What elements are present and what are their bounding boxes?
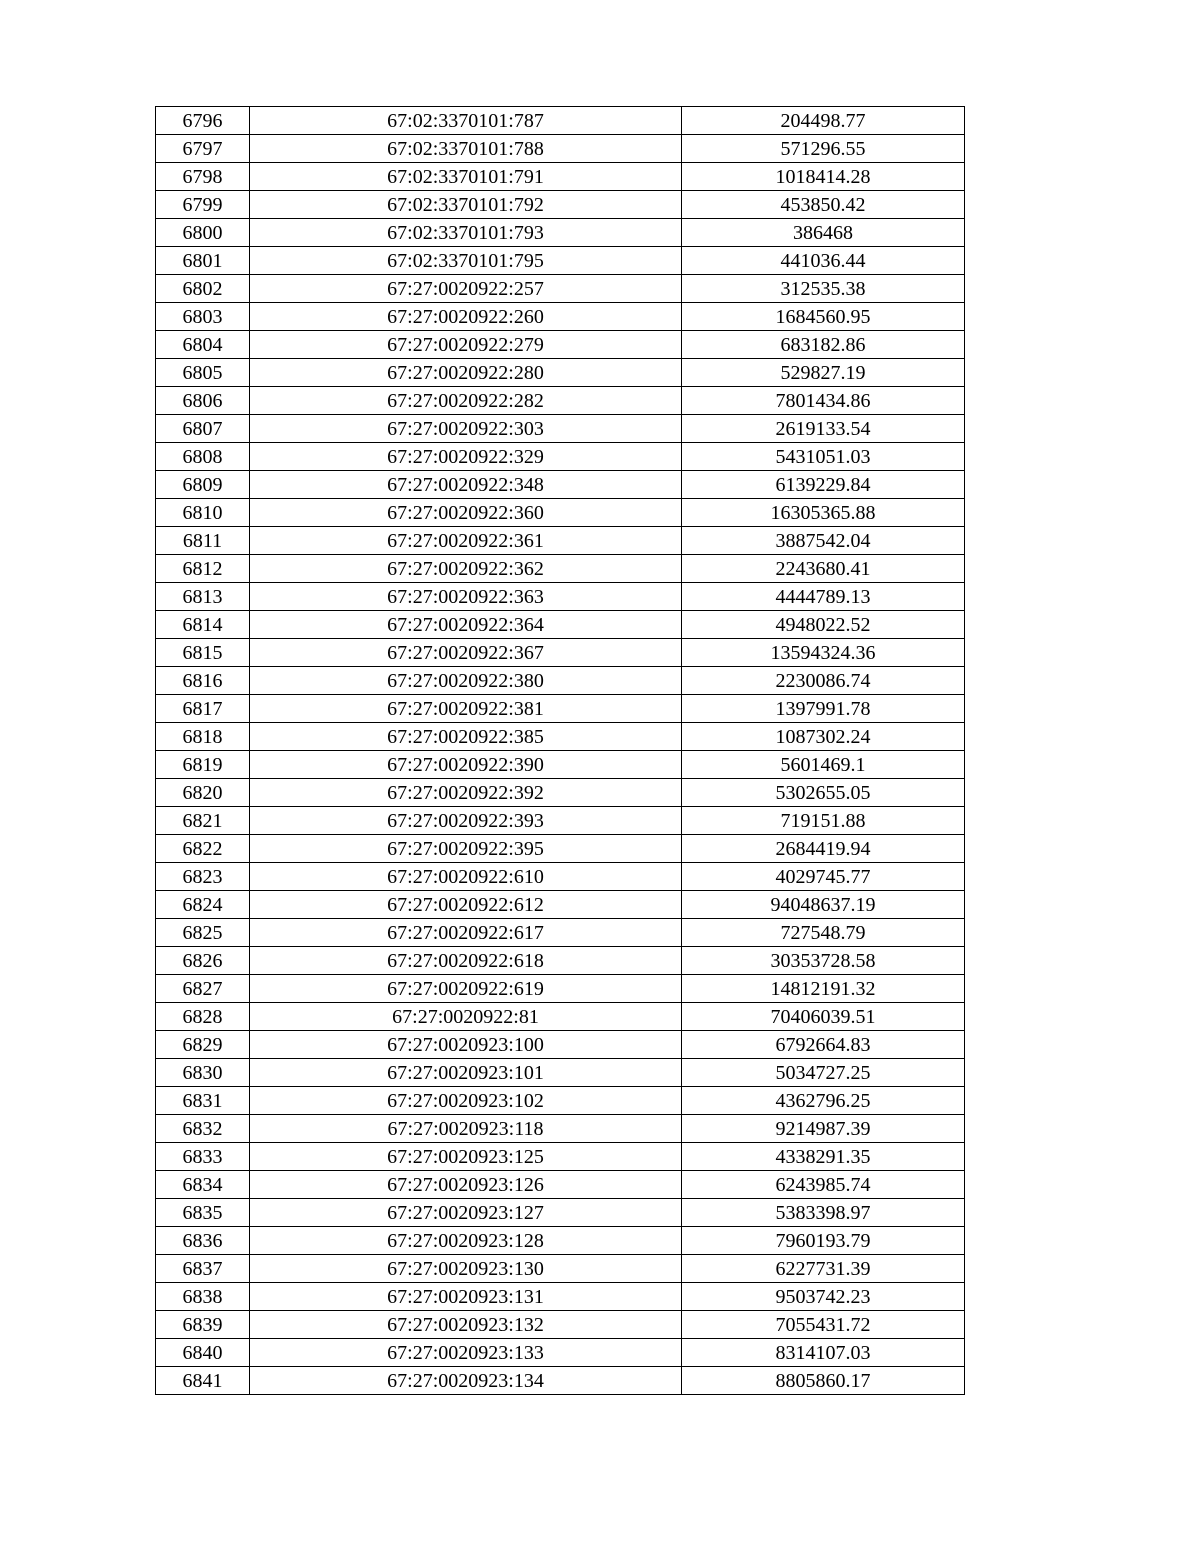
value-cell: 5431051.03 [682,443,965,471]
table-row [156,107,965,135]
table-row [156,947,965,975]
cadastral-number-cell: 67:27:0020923:132 [250,1311,682,1339]
cadastral-number-cell: 67:27:0020923:101 [250,1059,682,1087]
row-number-cell: 6802 [156,275,250,303]
row-number-cell: 6797 [156,135,250,163]
table-row [156,1087,965,1115]
cadastral-number-cell: 67:27:0020922:617 [250,919,682,947]
cadastral-number-cell: 67:27:0020923:127 [250,1199,682,1227]
cadastral-number-cell: 67:27:0020922:393 [250,807,682,835]
cadastral-number-cell: 67:27:0020922:385 [250,723,682,751]
cadastral-number-cell: 67:27:0020922:364 [250,611,682,639]
table-row [156,1367,965,1395]
table-row [156,1003,965,1031]
table-row [156,1339,965,1367]
row-number-cell: 6814 [156,611,250,639]
cadastral-number-cell: 67:02:3370101:795 [250,247,682,275]
row-number-cell: 6821 [156,807,250,835]
value-cell: 441036.44 [682,247,965,275]
table-row [156,163,965,191]
value-cell: 5383398.97 [682,1199,965,1227]
cadastral-number-cell: 67:02:3370101:791 [250,163,682,191]
row-number-cell: 6809 [156,471,250,499]
row-number-cell: 6826 [156,947,250,975]
value-cell: 70406039.51 [682,1003,965,1031]
cadastral-number-cell: 67:27:0020923:134 [250,1367,682,1395]
table-row [156,1227,965,1255]
value-cell: 2230086.74 [682,667,965,695]
value-cell: 529827.19 [682,359,965,387]
cadastral-number-cell: 67:27:0020923:130 [250,1255,682,1283]
table-row [156,835,965,863]
row-number-cell: 6818 [156,723,250,751]
cadastral-number-cell: 67:27:0020922:260 [250,303,682,331]
cadastral-number-cell: 67:02:3370101:793 [250,219,682,247]
value-cell: 312535.38 [682,275,965,303]
table-row [156,1199,965,1227]
value-cell: 5601469.1 [682,751,965,779]
table-row [156,751,965,779]
table-row [156,611,965,639]
row-number-cell: 6838 [156,1283,250,1311]
value-cell: 4362796.25 [682,1087,965,1115]
value-cell: 16305365.88 [682,499,965,527]
cadastral-number-cell: 67:27:0020922:361 [250,527,682,555]
table-row [156,527,965,555]
value-cell: 6139229.84 [682,471,965,499]
cadastral-number-cell: 67:27:0020923:131 [250,1283,682,1311]
value-cell: 1684560.95 [682,303,965,331]
value-cell: 4029745.77 [682,863,965,891]
cadastral-number-cell: 67:02:3370101:788 [250,135,682,163]
cadastral-number-cell: 67:27:0020922:363 [250,583,682,611]
row-number-cell: 6811 [156,527,250,555]
cadastral-number-cell: 67:27:0020922:303 [250,415,682,443]
row-number-cell: 6801 [156,247,250,275]
row-number-cell: 6831 [156,1087,250,1115]
table-row [156,583,965,611]
table-row [156,499,965,527]
cadastral-number-cell: 67:27:0020922:279 [250,331,682,359]
row-number-cell: 6808 [156,443,250,471]
row-number-cell: 6830 [156,1059,250,1087]
value-cell: 94048637.19 [682,891,965,919]
table-row [156,639,965,667]
row-number-cell: 6799 [156,191,250,219]
row-number-cell: 6825 [156,919,250,947]
table-body [156,107,965,1395]
value-cell: 3887542.04 [682,527,965,555]
cadastral-number-cell: 67:27:0020922:329 [250,443,682,471]
row-number-cell: 6806 [156,387,250,415]
row-number-cell: 6819 [156,751,250,779]
row-number-cell: 6815 [156,639,250,667]
table-row [156,807,965,835]
row-number-cell: 6840 [156,1339,250,1367]
row-number-cell: 6827 [156,975,250,1003]
table-row [156,1255,965,1283]
value-cell: 8805860.17 [682,1367,965,1395]
row-number-cell: 6800 [156,219,250,247]
value-cell: 8314107.03 [682,1339,965,1367]
value-cell: 2243680.41 [682,555,965,583]
cadastral-number-cell: 67:02:3370101:787 [250,107,682,135]
row-number-cell: 6820 [156,779,250,807]
value-cell: 6792664.83 [682,1031,965,1059]
value-cell: 2684419.94 [682,835,965,863]
cadastral-number-cell: 67:27:0020922:257 [250,275,682,303]
value-cell: 13594324.36 [682,639,965,667]
cadastral-number-cell: 67:27:0020922:380 [250,667,682,695]
row-number-cell: 6834 [156,1171,250,1199]
value-cell: 5302655.05 [682,779,965,807]
value-cell: 9503742.23 [682,1283,965,1311]
table-row [156,975,965,1003]
table-row [156,1059,965,1087]
table-row [156,387,965,415]
cadastral-number-cell: 67:27:0020922:390 [250,751,682,779]
table-row [156,1283,965,1311]
table-row [156,667,965,695]
table-row [156,891,965,919]
cadastral-number-cell: 67:27:0020923:128 [250,1227,682,1255]
value-cell: 204498.77 [682,107,965,135]
cadastral-number-cell: 67:27:0020923:118 [250,1115,682,1143]
table-row [156,1143,965,1171]
row-number-cell: 6837 [156,1255,250,1283]
table-row [156,275,965,303]
value-cell: 6227731.39 [682,1255,965,1283]
table-row [156,191,965,219]
table-row [156,331,965,359]
table-row [156,415,965,443]
row-number-cell: 6816 [156,667,250,695]
table-row [156,1115,965,1143]
value-cell: 14812191.32 [682,975,965,1003]
table-row [156,695,965,723]
value-cell: 5034727.25 [682,1059,965,1087]
cadastral-number-cell: 67:02:3370101:792 [250,191,682,219]
row-number-cell: 6813 [156,583,250,611]
row-number-cell: 6804 [156,331,250,359]
cadastral-number-cell: 67:27:0020922:395 [250,835,682,863]
table-row [156,919,965,947]
table-row [156,723,965,751]
row-number-cell: 6832 [156,1115,250,1143]
table-row [156,303,965,331]
value-cell: 30353728.58 [682,947,965,975]
row-number-cell: 6829 [156,1031,250,1059]
cadastral-number-cell: 67:27:0020923:102 [250,1087,682,1115]
cadastral-number-cell: 67:27:0020922:612 [250,891,682,919]
value-cell: 9214987.39 [682,1115,965,1143]
value-cell: 571296.55 [682,135,965,163]
cadastral-number-cell: 67:27:0020922:360 [250,499,682,527]
value-cell: 4948022.52 [682,611,965,639]
row-number-cell: 6836 [156,1227,250,1255]
table-row [156,135,965,163]
table-row [156,779,965,807]
row-number-cell: 6823 [156,863,250,891]
row-number-cell: 6807 [156,415,250,443]
table-row [156,1311,965,1339]
cadastral-number-cell: 67:27:0020923:125 [250,1143,682,1171]
table-row [156,359,965,387]
value-cell: 1087302.24 [682,723,965,751]
row-number-cell: 6796 [156,107,250,135]
cadastral-number-cell: 67:27:0020922:618 [250,947,682,975]
cadastral-number-cell: 67:27:0020922:362 [250,555,682,583]
cadastral-number-cell: 67:27:0020922:81 [250,1003,682,1031]
row-number-cell: 6822 [156,835,250,863]
row-number-cell: 6810 [156,499,250,527]
row-number-cell: 6841 [156,1367,250,1395]
table-row [156,1171,965,1199]
value-cell: 386468 [682,219,965,247]
value-cell: 7960193.79 [682,1227,965,1255]
table-row [156,443,965,471]
cadastral-number-cell: 67:27:0020923:100 [250,1031,682,1059]
value-cell: 7801434.86 [682,387,965,415]
row-number-cell: 6805 [156,359,250,387]
value-cell: 719151.88 [682,807,965,835]
value-cell: 453850.42 [682,191,965,219]
table-row [156,555,965,583]
value-cell: 7055431.72 [682,1311,965,1339]
cadastral-number-cell: 67:27:0020922:381 [250,695,682,723]
row-number-cell: 6824 [156,891,250,919]
table-row [156,219,965,247]
cadastral-number-cell: 67:27:0020922:367 [250,639,682,667]
value-cell: 4444789.13 [682,583,965,611]
cadastral-number-cell: 67:27:0020922:392 [250,779,682,807]
row-number-cell: 6817 [156,695,250,723]
data-table [155,106,965,1395]
value-cell: 683182.86 [682,331,965,359]
cadastral-number-cell: 67:27:0020922:348 [250,471,682,499]
table-row [156,247,965,275]
value-cell: 4338291.35 [682,1143,965,1171]
row-number-cell: 6833 [156,1143,250,1171]
table-row [156,863,965,891]
cadastral-number-cell: 67:27:0020922:610 [250,863,682,891]
value-cell: 1397991.78 [682,695,965,723]
value-cell: 727548.79 [682,919,965,947]
value-cell: 1018414.28 [682,163,965,191]
cadastral-number-cell: 67:27:0020923:133 [250,1339,682,1367]
cadastral-number-cell: 67:27:0020922:619 [250,975,682,1003]
value-cell: 2619133.54 [682,415,965,443]
row-number-cell: 6839 [156,1311,250,1339]
row-number-cell: 6828 [156,1003,250,1031]
cadastral-number-cell: 67:27:0020923:126 [250,1171,682,1199]
table-row [156,471,965,499]
row-number-cell: 6835 [156,1199,250,1227]
cadastral-number-cell: 67:27:0020922:282 [250,387,682,415]
table-row [156,1031,965,1059]
row-number-cell: 6812 [156,555,250,583]
value-cell: 6243985.74 [682,1171,965,1199]
row-number-cell: 6798 [156,163,250,191]
cadastral-number-cell: 67:27:0020922:280 [250,359,682,387]
row-number-cell: 6803 [156,303,250,331]
